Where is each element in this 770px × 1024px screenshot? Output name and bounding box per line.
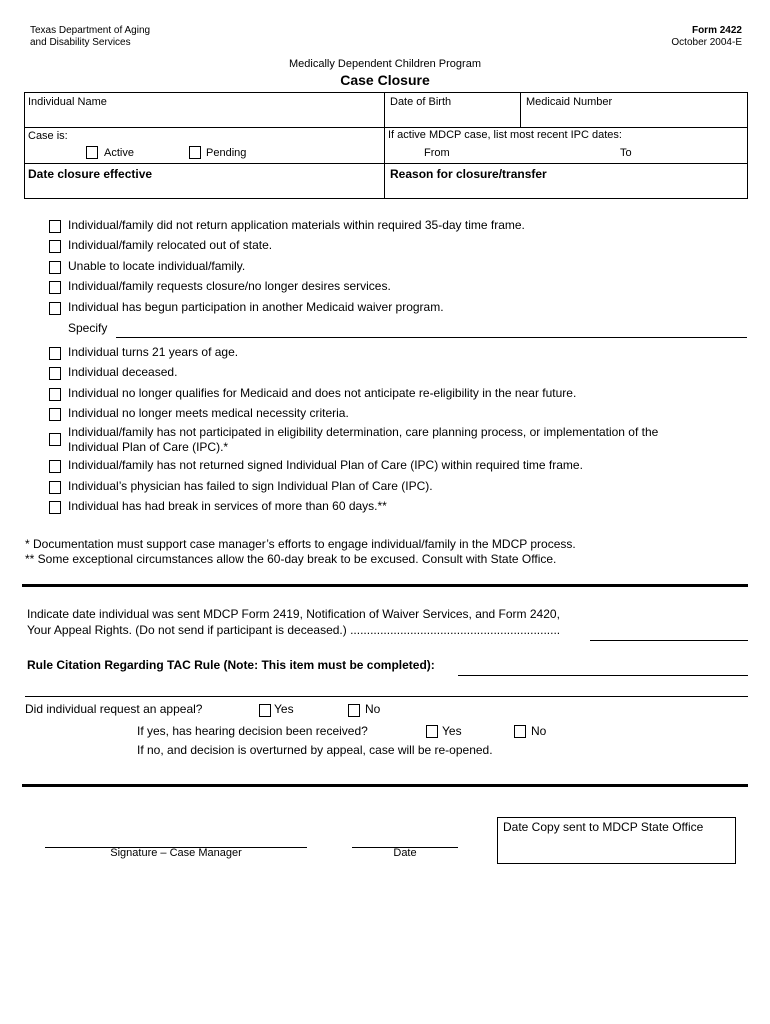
reason-label: Individual has begun participation in another Medicaid waiver program. (68, 300, 444, 314)
reason-label: Individual/family has not returned signed Individual Plan of Care (IPC) within required time frame. (68, 458, 583, 472)
reason-label: Individual/family relocated out of state. (68, 238, 273, 252)
appeal-yes-label: Yes (274, 702, 294, 716)
program-name: Medically Dependent Children Program (289, 58, 481, 70)
reason-checkbox[interactable] (49, 460, 61, 473)
signature-label: Signature – Case Manager (110, 847, 242, 859)
table-vertical-divider (384, 92, 385, 199)
form-number: Form 2422 (691, 25, 742, 36)
reason-label: Individual no longer qualifies for Medicaid and does not anticipate re-eligibility in the near future. (68, 386, 577, 400)
date-of-birth-label: Date of Birth (390, 96, 452, 108)
agency-name-line2: and Disability Services (30, 37, 131, 48)
pending-checkbox[interactable] (189, 146, 201, 159)
from-label: From (424, 147, 450, 159)
reason-label: Individual’s physician has failed to sign Individual Plan of Care (IPC). (68, 479, 433, 493)
footnote-documentation: * Documentation must support case manager’s efforts to engage individual/family in the MDCP process. (25, 537, 576, 551)
active-checkbox[interactable] (86, 146, 98, 159)
reason-checkbox[interactable] (49, 240, 61, 253)
reason-checkbox[interactable] (49, 408, 61, 421)
reason-checkbox[interactable] (49, 481, 61, 494)
notification-text-line1: Indicate date individual was sent MDCP Form 2419, Notification of Waiver Services, and Form 2420, (27, 607, 560, 621)
to-label: To (620, 147, 632, 159)
date-label: Date (393, 847, 417, 859)
medicaid-number-label: Medicaid Number (526, 96, 613, 108)
reason-label: Individual deceased. (68, 365, 178, 379)
notification-date-line[interactable] (590, 640, 748, 641)
reason-label: Individual no longer meets medical necessity criteria. (68, 406, 349, 420)
reason-checkbox[interactable] (49, 302, 61, 315)
reason-checkbox[interactable] (49, 261, 61, 274)
pending-label: Pending (206, 147, 247, 159)
rule-citation-line-2[interactable] (25, 696, 748, 697)
specify-line[interactable] (116, 337, 747, 338)
table-divider (24, 163, 748, 164)
appeal-question: Did individual request an appeal? (25, 702, 203, 716)
reason-label: Individual turns 21 years of age. (68, 345, 239, 359)
reason-checkbox[interactable] (49, 433, 61, 446)
appeal-yes-checkbox[interactable] (259, 704, 271, 717)
date-copy-sent-box[interactable] (497, 817, 736, 864)
overturned-note: If no, and decision is overturned by appeal, case will be re-opened. (137, 743, 493, 757)
specify-label: Specify (68, 321, 108, 335)
hearing-yes-checkbox[interactable] (426, 725, 438, 738)
reason-checkbox[interactable] (49, 388, 61, 401)
hearing-yes-label: Yes (442, 724, 462, 738)
case-info-table (24, 92, 748, 199)
section-divider (22, 584, 748, 587)
reason-label: Unable to locate individual/family. (68, 259, 246, 273)
individual-name-label: Individual Name (28, 96, 107, 108)
date-closure-effective-label: Date closure effective (28, 167, 153, 181)
table-divider (24, 127, 748, 128)
reason-checkbox[interactable] (49, 367, 61, 380)
active-label: Active (104, 147, 134, 159)
reason-checkbox[interactable] (49, 501, 61, 514)
hearing-no-label: No (531, 724, 547, 738)
ipc-dates-label: If active MDCP case, list most recent IPC dates: (388, 129, 622, 141)
hearing-question: If yes, has hearing decision been received? (137, 724, 368, 738)
reason-for-closure-label: Reason for closure/transfer (390, 167, 547, 181)
reason-checkbox[interactable] (49, 220, 61, 233)
footnote-exceptional: ** Some exceptional circumstances allow the 60-day break to be excused. Consult with State Office. (25, 552, 557, 566)
reason-label: Individual/family did not return application materials within required 35-day time frame. (68, 218, 525, 232)
reason-label-continued: Individual Plan of Care (IPC).* (68, 440, 229, 454)
appeal-no-checkbox[interactable] (348, 704, 360, 717)
table-vertical-divider (520, 92, 521, 127)
rule-citation-line[interactable] (458, 675, 748, 676)
section-divider (22, 784, 748, 787)
reason-label: Individual/family has not participated in eligibility determination, care planning process, or implementation of the (68, 425, 659, 439)
agency-name-line1: Texas Department of Aging (30, 25, 151, 36)
reason-checkbox[interactable] (49, 347, 61, 360)
hearing-no-checkbox[interactable] (514, 725, 526, 738)
page-title: Case Closure (340, 72, 430, 88)
reason-label: Individual/family requests closure/no longer desires services. (68, 279, 391, 293)
appeal-no-label: No (365, 702, 381, 716)
rule-citation-label: Rule Citation Regarding TAC Rule (Note: This item must be completed): (27, 658, 435, 672)
case-status-label: Case is: (28, 130, 68, 142)
reason-checkbox[interactable] (49, 281, 61, 294)
form-date: October 2004-E (671, 37, 742, 48)
notification-text-line2: Your Appeal Rights. (Do not send if participant is deceased.) ............................................................... (27, 623, 561, 637)
date-copy-sent-label: Date Copy sent to MDCP State Office (503, 820, 704, 834)
reason-label: Individual has had break in services of more than 60 days.** (68, 499, 387, 513)
